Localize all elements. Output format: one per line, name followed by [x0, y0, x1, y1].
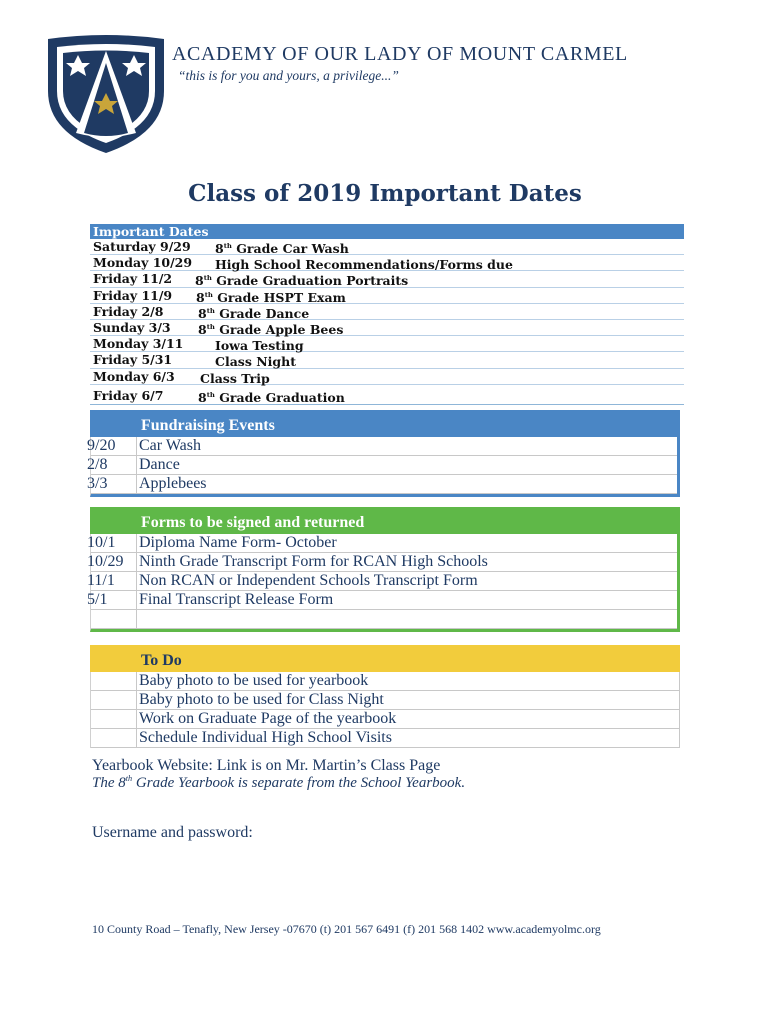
fundraising-date: 3/3 [87, 475, 108, 492]
todo-rows [90, 672, 680, 748]
credentials-label: Username and password: [92, 824, 253, 841]
important-date-event: 8th Grade HSPT Exam [196, 289, 346, 305]
school-name: ACADEMY OF OUR LADY OF MOUNT CARMEL [172, 43, 628, 65]
forms-date: 10/29 [87, 553, 124, 570]
important-date-row [90, 271, 684, 287]
important-date-date: Friday 6/7 [93, 387, 164, 403]
fundraising-rows [87, 437, 680, 497]
forms-item: Final Transcript Release Form [139, 591, 334, 608]
important-date-event: High School Recommendations/Forms due [215, 257, 513, 273]
important-date-row [90, 288, 684, 304]
forms-rows [87, 534, 680, 632]
important-date-event: Class Night [215, 354, 296, 370]
school-motto: “this is for you and yours, a privilege...” [178, 68, 399, 83]
yearbook-separate-note: The 8th Grade Yearbook is separate from the School Yearbook. [92, 774, 466, 791]
fundraising-item: Dance [139, 456, 180, 473]
important-date-event: Iowa Testing [215, 338, 304, 354]
important-dates-rows [90, 239, 684, 404]
todo-item: Baby photo to be used for yearbook [139, 672, 369, 689]
important-date-date: Sunday 3/3 [93, 319, 171, 335]
forms-title: Forms to be signed and returned [141, 514, 365, 531]
important-date-row [90, 369, 684, 385]
todo-item: Work on Graduate Page of the yearbook [139, 710, 397, 727]
todo-table [90, 645, 680, 748]
important-date-event: 8th Grade Graduation Portraits [195, 273, 409, 289]
important-date-row [90, 336, 684, 352]
important-date-event: 8th Grade Dance [198, 305, 310, 321]
fundraising-title: Fundraising Events [141, 417, 275, 434]
important-date-event: Class Trip [200, 370, 270, 386]
forms-row [87, 534, 677, 553]
school-crest-logo [44, 33, 168, 157]
forms-row [87, 572, 677, 591]
important-dates-table [90, 224, 684, 405]
todo-header [90, 645, 680, 672]
forms-row [91, 610, 677, 629]
important-dates-header: Important Dates [90, 224, 684, 239]
todo-item: Baby photo to be used for Class Night [139, 691, 384, 708]
important-date-date: Friday 5/31 [93, 352, 173, 368]
document-title: Class of 2019 Important Dates [188, 180, 582, 207]
fundraising-row [87, 456, 677, 475]
footer-address: 10 County Road – Tenafly, New Jersey -07670 (t) 201 567 6491 (f) 201 568 1402 www.academyolmc.org [92, 922, 601, 936]
important-date-date: Friday 11/9 [93, 287, 173, 303]
todo-row [91, 729, 679, 748]
fundraising-row [87, 437, 677, 456]
important-date-row [90, 385, 684, 404]
important-date-date: Monday 3/11 [93, 336, 184, 352]
important-date-event: 8th Grade Apple Bees [198, 322, 344, 338]
important-date-date: Saturday 9/29 [93, 239, 191, 254]
important-date-date: Monday 10/29 [93, 255, 193, 271]
important-date-date: Friday 11/2 [93, 271, 173, 287]
fundraising-table [87, 410, 680, 497]
fundraising-item: Car Wash [139, 437, 201, 454]
forms-item: Diploma Name Form- October [139, 534, 337, 551]
forms-table [87, 507, 680, 632]
important-date-date: Monday 6/3 [93, 368, 175, 384]
fundraising-date: 2/8 [87, 456, 108, 473]
todo-title: To Do [141, 652, 182, 669]
important-date-row [90, 320, 684, 336]
important-date-date: Friday 2/8 [93, 303, 164, 319]
forms-item: Non RCAN or Independent Schools Transcript Form [139, 572, 478, 589]
todo-row [91, 691, 679, 710]
fundraising-row [87, 475, 677, 494]
important-date-row [90, 352, 684, 368]
forms-date: 10/1 [87, 534, 116, 551]
yearbook-link-note: Yearbook Website: Link is on Mr. Martin’s Class Page [92, 757, 441, 774]
forms-row [87, 553, 677, 572]
important-date-event: 8th Grade Graduation [198, 389, 345, 405]
forms-item: Ninth Grade Transcript Form for RCAN High Schools [139, 553, 488, 570]
important-date-event: 8th Grade Car Wash [215, 241, 349, 257]
forms-header [90, 507, 680, 534]
important-date-row [90, 239, 684, 255]
important-date-row [90, 255, 684, 271]
todo-row [91, 672, 679, 691]
todo-item: Schedule Individual High School Visits [139, 729, 392, 746]
fundraising-item: Applebees [139, 475, 207, 492]
important-date-row [90, 304, 684, 320]
forms-date: 11/1 [87, 572, 115, 589]
fundraising-date: 9/20 [87, 437, 116, 454]
forms-row [87, 591, 677, 610]
todo-row [91, 710, 679, 729]
forms-date: 5/1 [87, 591, 108, 608]
fundraising-header [90, 410, 680, 437]
